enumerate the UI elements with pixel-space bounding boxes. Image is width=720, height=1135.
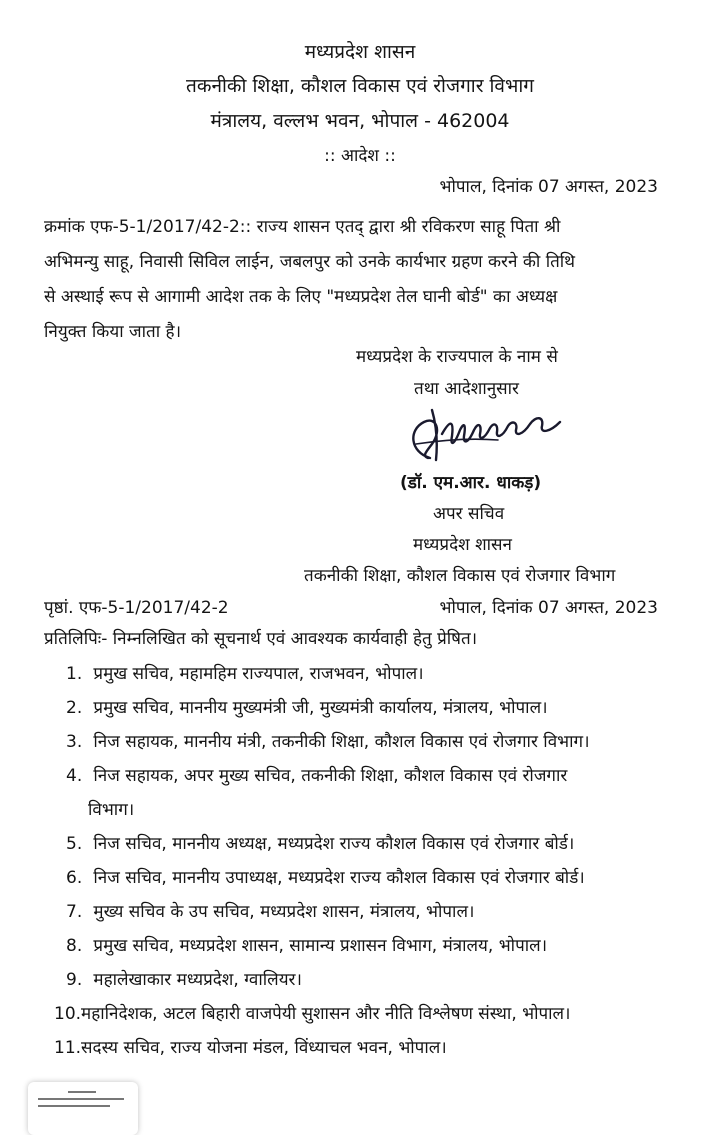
list-item-number: 2. bbox=[66, 698, 83, 718]
recipient-list bbox=[54, 657, 666, 1065]
address-heading: मंत्रालय, वल्लभ भवन, भोपाल - 462004 bbox=[210, 110, 510, 132]
list-item-number: 10. bbox=[54, 1004, 82, 1024]
department-heading: तकनीकी शिक्षा, कौशल विकास एवं रोजगार विभाग bbox=[186, 75, 534, 97]
list-item bbox=[66, 963, 666, 997]
list-item-number: 6. bbox=[66, 868, 83, 888]
order-paragraph-line: नियुक्त किया जाता है। bbox=[44, 322, 182, 342]
list-item-text: महानिदेशक, अटल बिहारी वाजपेयी सुशासन और नीति विश्लेषण संस्था, भोपाल। bbox=[81, 1004, 571, 1024]
list-item-number: 8. bbox=[66, 936, 83, 956]
list-item-text: प्रमुख सचिव, माननीय मुख्यमंत्री जी, मुख्यमंत्री कार्यालय, मंत्रालय, भोपाल। bbox=[93, 698, 548, 718]
list-item-text: निज सहायक, माननीय मंत्री, तकनीकी शिक्षा, कौशल विकास एवं रोजगार विभाग। bbox=[93, 732, 590, 752]
list-item-text: निज सचिव, माननीय उपाध्यक्ष, मध्यप्रदेश राज्य कौशल विकास एवं रोजगार बोर्ड। bbox=[93, 868, 585, 888]
order-paragraph bbox=[44, 210, 664, 350]
copy-to-line: प्रतिलिपिः- निम्नलिखित को सूचनार्थ एवं आवश्यक कार्यवाही हेतु प्रेषित। bbox=[44, 629, 478, 649]
stamp-image bbox=[28, 1082, 138, 1135]
list-item bbox=[54, 997, 666, 1031]
order-date: भोपाल, दिनांक 07 अगस्त, 2023 bbox=[439, 177, 658, 197]
list-item-text: निज सचिव, माननीय अध्यक्ष, मध्यप्रदेश राज्य कौशल विकास एवं रोजगार बोर्ड। bbox=[93, 834, 575, 854]
list-item bbox=[66, 895, 666, 929]
list-item bbox=[66, 657, 666, 691]
list-item bbox=[66, 827, 666, 861]
list-item-number: 1. bbox=[66, 664, 83, 684]
signatory-designation: अपर सचिव bbox=[433, 504, 505, 524]
endorsement-ref: पृष्ठां. एफ-5-1/2017/42-2 bbox=[44, 598, 229, 618]
list-item bbox=[66, 861, 666, 895]
list-item-text: निज सहायक, अपर मुख्य सचिव, तकनीकी शिक्षा, कौशल विकास एवं रोजगार bbox=[93, 766, 568, 786]
list-item-number: 9. bbox=[66, 970, 83, 990]
order-paragraph-line: अभिमन्यु साहू, निवासी सिविल लाईन, जबलपुर को उनके कार्यभार ग्रहण करने की तिथि bbox=[44, 252, 576, 272]
list-item bbox=[54, 1031, 666, 1065]
list-item-text: मुख्य सचिव के उप सचिव, मध्यप्रदेश शासन, मंत्रालय, भोपाल। bbox=[93, 902, 475, 922]
list-item-number: 5. bbox=[66, 834, 83, 854]
endorsement-date: भोपाल, दिनांक 07 अगस्त, 2023 bbox=[439, 598, 658, 618]
authority-line-1: मध्यप्रदेश के राज्यपाल के नाम से bbox=[356, 347, 558, 367]
list-item-text: प्रमुख सचिव, मध्यप्रदेश शासन, सामान्य प्रशासन विभाग, मंत्रालय, भोपाल। bbox=[93, 936, 548, 956]
list-item-number: 3. bbox=[66, 732, 83, 752]
list-item-number: 4. bbox=[66, 766, 83, 786]
list-item-text: सदस्य सचिव, राज्य योजना मंडल, विंध्याचल भवन, भोपाल। bbox=[81, 1038, 447, 1058]
order-title: :: आदेश :: bbox=[324, 146, 396, 166]
list-item-text-continued: विभाग। bbox=[88, 800, 135, 820]
signatory-govt: मध्यप्रदेश शासन bbox=[413, 535, 512, 555]
govt-heading: मध्यप्रदेश शासन bbox=[304, 41, 416, 63]
authority-line-2: तथा आदेशानुसार bbox=[414, 379, 520, 399]
list-item bbox=[66, 691, 666, 725]
list-item-number: 11. bbox=[54, 1038, 82, 1058]
list-item-number: 7. bbox=[66, 902, 83, 922]
signatory-department: तकनीकी शिक्षा, कौशल विकास एवं रोजगार विभाग bbox=[304, 566, 616, 586]
list-item bbox=[66, 725, 666, 759]
list-item-text: महालेखाकार मध्यप्रदेश, ग्वालियर। bbox=[93, 970, 302, 990]
order-paragraph-line: से अस्थाई रूप से आगामी आदेश तक के लिए "मध्यप्रदेश तेल घानी बोर्ड" का अध्यक्ष bbox=[44, 287, 558, 307]
signatory-name: (डॉ. एम.आर. धाकड़) bbox=[400, 473, 542, 493]
list-item bbox=[66, 929, 666, 963]
list-item-text: प्रमुख सचिव, महामहिम राज्यपाल, राजभवन, भोपाल। bbox=[93, 664, 424, 684]
list-item bbox=[66, 759, 666, 827]
signature-image bbox=[402, 400, 582, 470]
order-paragraph-line: क्रमांक एफ-5-1/2017/42-2:: राज्य शासन एतद् द्वारा श्री रविकरण साहू पिता श्री bbox=[44, 217, 561, 237]
